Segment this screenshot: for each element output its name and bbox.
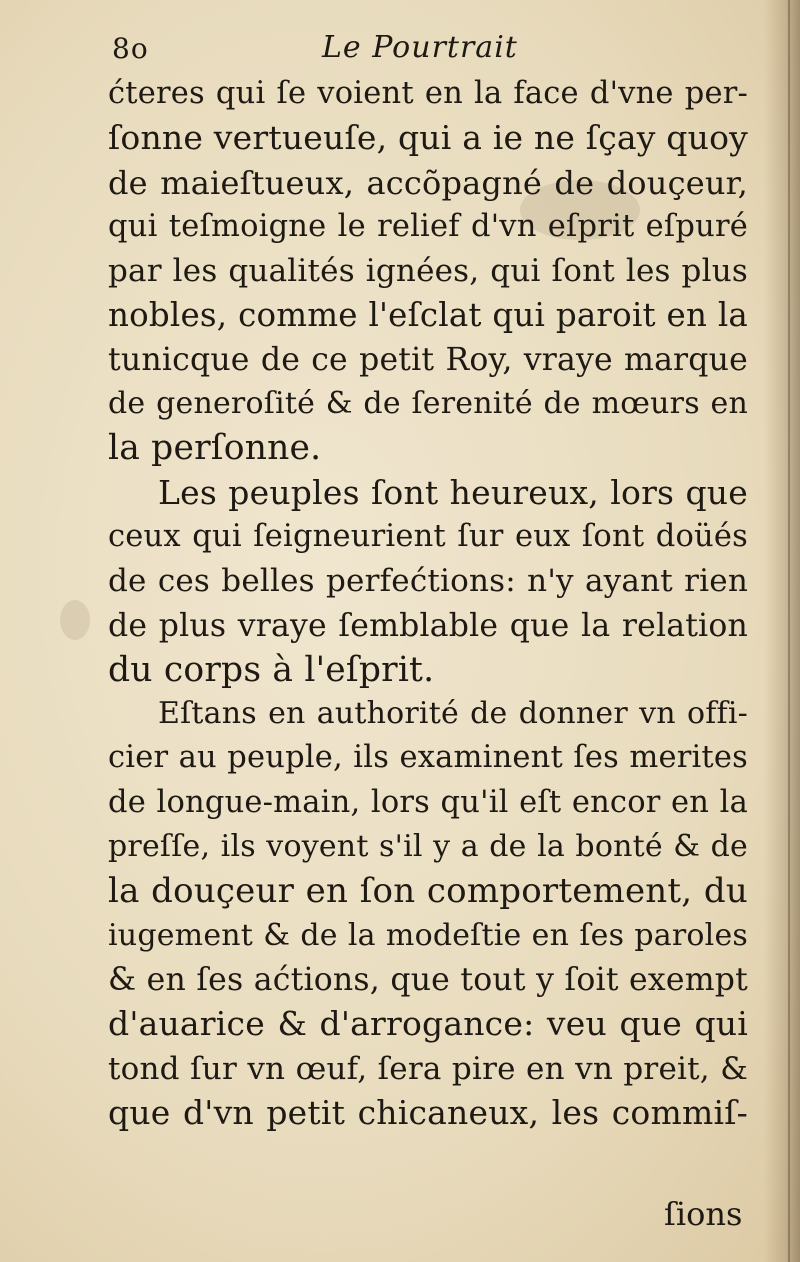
- text-line: preſſe, ils voyent s'il y a de la bonté & de: [108, 829, 748, 865]
- text-line: de maieſtueux, accõpagné de douçeur,: [108, 163, 748, 202]
- text-line: iugement & de la modeſtie en ſes paroles: [108, 917, 748, 953]
- page-edge-shadow: [764, 0, 800, 1262]
- text-line: que d'vn petit chicaneux, les commiſ-: [108, 1092, 748, 1132]
- catchword: ſions: [664, 1195, 743, 1233]
- text-line: la perſonne.: [108, 428, 322, 469]
- text-line: nobles, comme l'eſclat qui paroit en la: [108, 296, 748, 335]
- text-line: de generoſité & de ſerenité de mœurs en: [108, 386, 748, 422]
- text-line: & en ſes aćtions, que tout y ſoit exempt: [108, 961, 748, 998]
- body-text: [108, 72, 748, 1135]
- text-line: Les peuples ſont heureux, lors que: [158, 472, 748, 512]
- text-line: par les qualités ignées, qui ſont les plus: [108, 253, 748, 290]
- running-title: Le Pourtrait: [322, 30, 518, 65]
- text-line: de plus vraye ſemblable que la relation: [108, 607, 748, 644]
- text-line: cier au peuple, ils examinent ſes merites: [108, 740, 748, 776]
- text-line: d'auarice & d'arrogance: veu que qui: [108, 1004, 748, 1044]
- text-line: qui teſmoigne le relief d'vn eſprit eſpuré: [108, 208, 748, 244]
- page-number: 8o: [112, 32, 149, 65]
- text-line: ceux qui ſeigneurient ſur eux ſont doüés: [108, 518, 748, 554]
- text-line: ſonne vertueuſe, qui a ie ne ſçay quoy: [108, 118, 748, 158]
- text-line: de ces belles perfećtions: n'y ayant rien: [108, 563, 748, 600]
- page-edge-line: [788, 0, 790, 1262]
- text-line: ćteres qui ſe voient en la face d'vne per-: [108, 76, 748, 111]
- text-line: Eſtans en authorité de donner vn offi-: [158, 696, 748, 732]
- page-header: [112, 26, 672, 70]
- text-line: tond ſur vn œuf, ſera pire en vn preit, &: [108, 1050, 748, 1087]
- paper-stain: [60, 600, 90, 640]
- text-line: la douçeur en ſon comportement, du: [108, 871, 748, 912]
- text-line: du corps à l'eſprit.: [108, 649, 435, 690]
- text-line: de longue-main, lors qu'il eſt encor en la: [108, 784, 748, 820]
- text-line: tunicque de ce petit Roy, vraye marque: [108, 341, 748, 378]
